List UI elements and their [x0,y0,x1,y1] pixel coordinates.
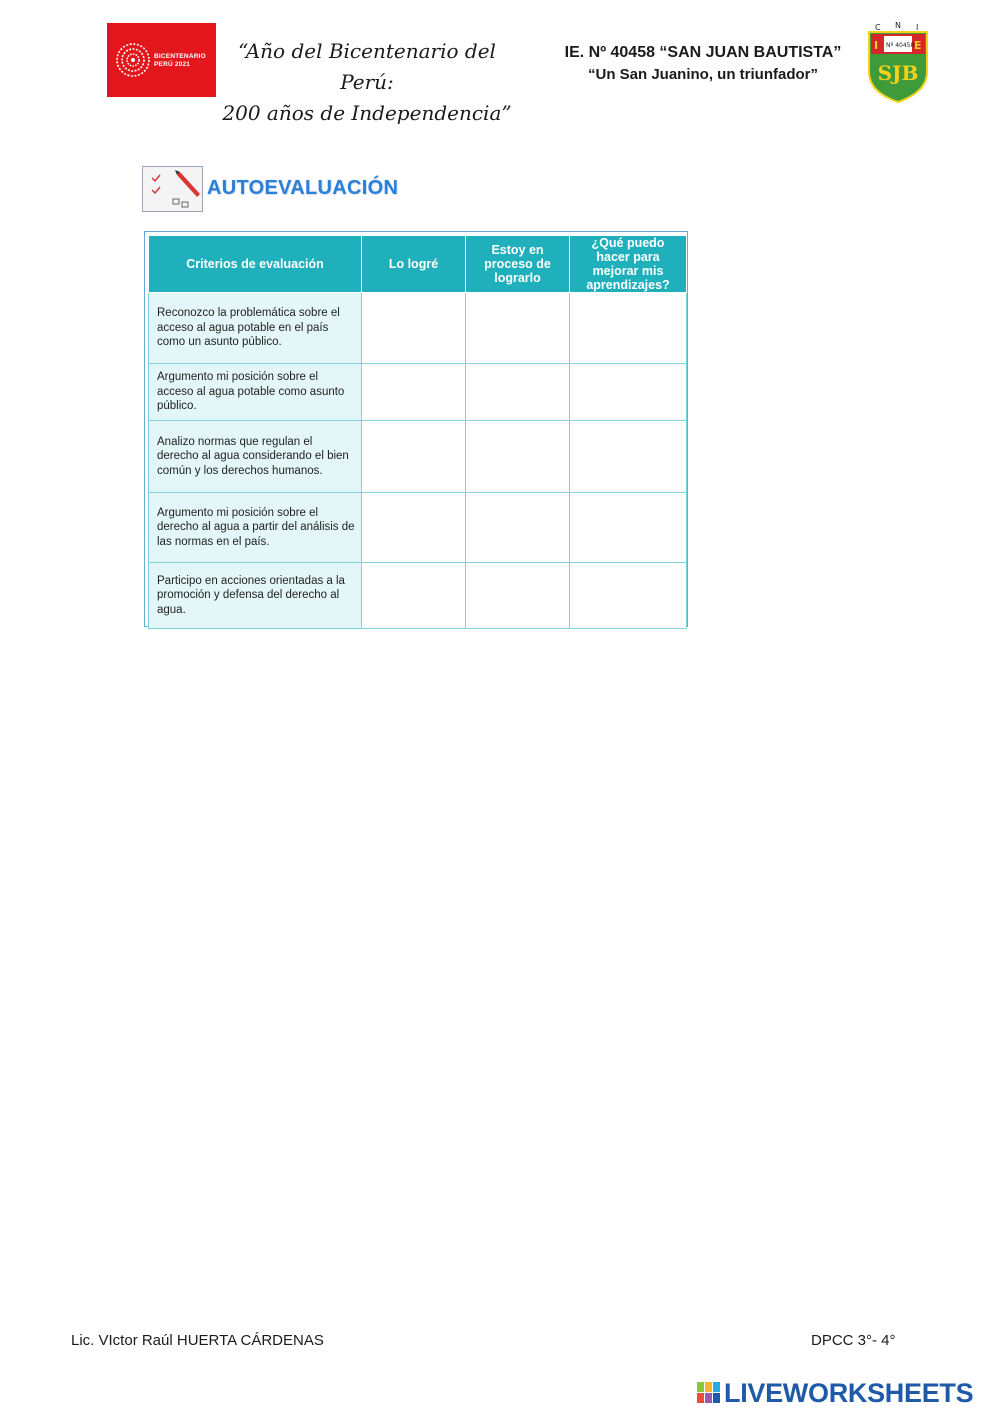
school-shield-icon [865,22,931,104]
liveworksheets-mark-icon [697,1382,721,1404]
criterion-cell: Reconozco la problemática sobre el acceso al agua potable en el país como un asunto público. [149,293,362,364]
school-info [548,42,858,86]
improve-cell[interactable] [570,293,687,364]
shield-letter-c: C [875,23,881,32]
criterion-cell: Argumento mi posición sobre el derecho al agua a partir del análisis de las normas en el país. [149,493,362,563]
achieved-cell[interactable] [362,364,466,421]
in-progress-cell[interactable] [466,364,570,421]
achieved-cell[interactable] [362,421,466,493]
self-evaluation-table [144,231,688,627]
shield-number: Nº 40458 [886,42,915,49]
achieved-cell[interactable] [362,293,466,364]
improve-cell[interactable] [570,493,687,563]
criteria-evaluation-icon [142,166,203,212]
table-header-row [149,236,687,293]
header-in-progress: Estoy en proceso de lograrlo [466,236,570,293]
improve-cell[interactable] [570,563,687,629]
in-progress-cell[interactable] [466,293,570,364]
achieved-cell[interactable] [362,493,466,563]
bicentenario-emblem-icon [113,40,153,80]
year-motto-line-2: 200 años de Independencia” [222,101,512,125]
header-improve: ¿Qué puedo hacer para mejorar mis aprendizajes? [570,236,687,293]
table-row [149,493,687,563]
header-achieved: Lo logré [362,236,466,293]
bicentenario-label: BICENTENARIO [154,53,206,60]
criterion-cell: Argumento mi posición sobre el acceso al agua potable como asunto público. [149,364,362,421]
bicentenario-sublabel: PERÚ 2021 [154,61,191,68]
table-row [149,364,687,421]
liveworksheets-wordmark: LIVEWORKSHEETS [724,1378,974,1408]
shield-letter-n: N [895,22,901,30]
footer-course: DPCC 3°- 4° [811,1332,896,1349]
footer-author: Lic. VIctor Raúl HUERTA CÁRDENAS [71,1332,324,1349]
year-motto [222,36,512,129]
criterion-cell: Participo en acciones orientadas a la promoción y defensa del derecho al agua. [149,563,362,629]
section-title: AUTOEVALUACIÓN [207,177,399,199]
achieved-cell[interactable] [362,563,466,629]
shield-initials: SJB [877,61,919,85]
school-name: IE. Nº 40458 “SAN JUAN BAUTISTA” [564,44,842,61]
criterion-cell: Analizo normas que regulan el derecho al agua considerando el bien común y los derechos humanos. [149,421,362,493]
school-motto: “Un San Juanino, un triunfador” [588,66,818,83]
shield-letter-left: I [874,39,879,52]
improve-cell[interactable] [570,364,687,421]
bicentenario-logo [107,23,216,97]
table-row [149,421,687,493]
improve-cell[interactable] [570,421,687,493]
in-progress-cell[interactable] [466,421,570,493]
header-criteria: Criterios de evaluación [149,236,362,293]
shield-letter-i: I [916,23,919,32]
table-row [149,563,687,629]
in-progress-cell[interactable] [466,563,570,629]
table-row [149,293,687,364]
in-progress-cell[interactable] [466,493,570,563]
year-motto-line-1: “Año del Bicentenario del Perú: [238,39,496,94]
shield-letter-right: E [914,39,922,52]
